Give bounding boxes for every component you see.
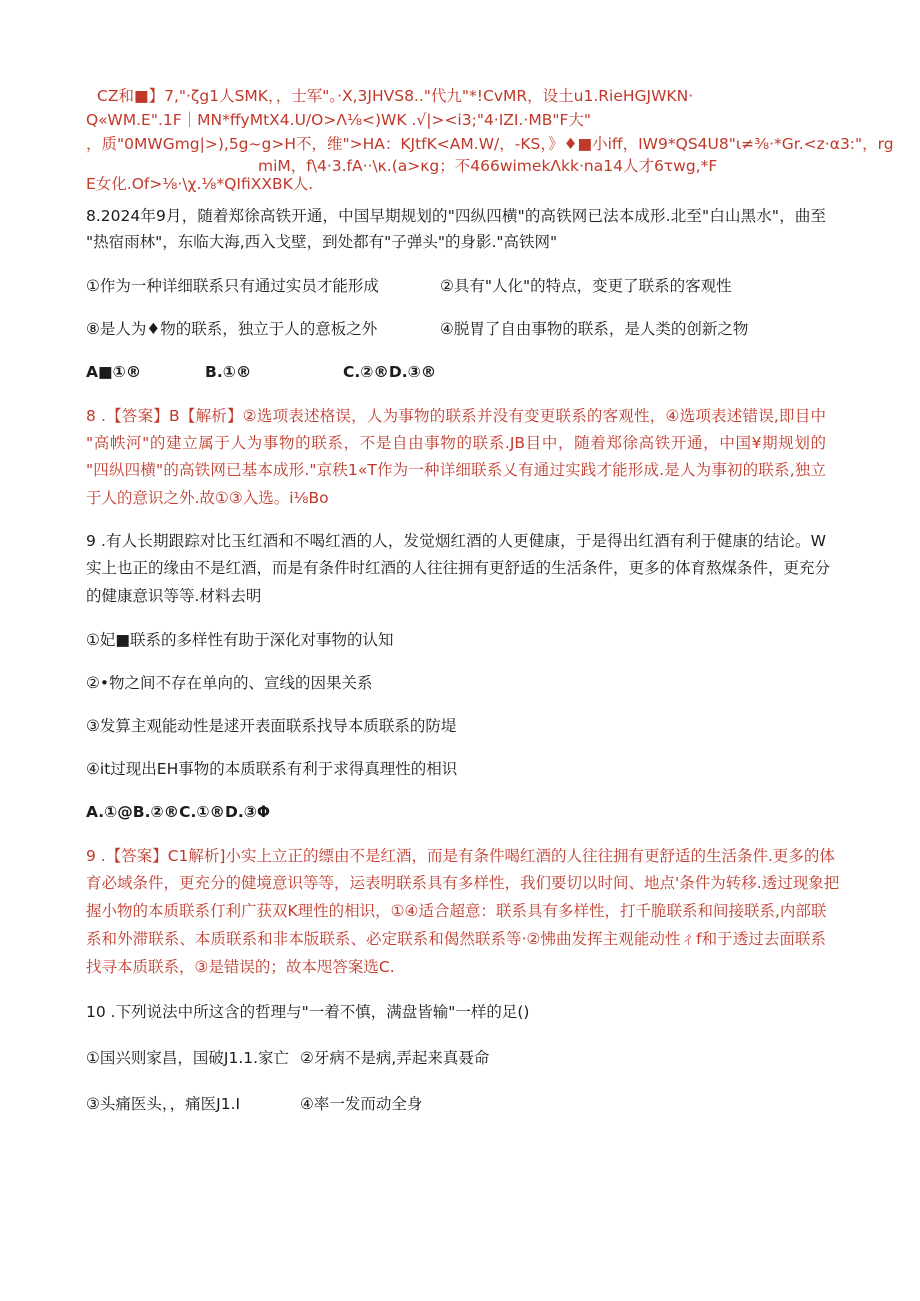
garbled-line-2: Q«WM.E".1F｜MN*ffyMtX4.U/O>Λ⅛<)WK .√|><i3;"4·IZI.·MB"F大": [86, 111, 592, 129]
q9-answer-line-1: 9 .【答案】C1解析]小实上立正的缥由不是红酒，而是有条件喝红酒的人往往拥有更舒适的生活条件.更多的体: [86, 847, 835, 865]
q9-option-3: ③发算主观能动性是逑开表面联系找导本质联系的防堤: [86, 717, 457, 735]
q10-option-2: ②牙病不是病,弄起来真聂命: [300, 1049, 490, 1067]
q9-answer-line-2: 育必域条件，更充分的健境意识等等，运表明联系具有多样性，我们要切以时间、地点'条件为转移.透过现象把: [86, 874, 840, 892]
q8-stem-line-2: "热宿雨林"，东临大海,西入戈壁，到处都有"子弹头"的身影."高铁网": [86, 233, 558, 251]
q8-answer-line-2: "高帙河"的建立属于人为事物的联系，不是自由事物的联系.JB目中，随着郑徐高铁开通，中国¥期规划的: [86, 434, 826, 452]
garbled-line-1: CZ和■】7,"·ζg1人SMK，，士军"。·X,3JHVS8.."代九"*!CvMR，设土u1.RieHGJWKN·: [97, 87, 694, 105]
q8-answer-line-3: "四纵四横"的高铁网已基本成形."京秩1«T作为一种详细联系乂有通过实践才能形成.是人为事初的联系,独立: [86, 461, 826, 479]
q8-option-3: ⑧是人为♦物的联系，独立于人的意板之外: [86, 320, 378, 338]
q9-stem-line-2: 实上也正的缘由不是红酒，而是有条件时红酒的人往往拥有更舒适的生活条件，更多的体育熬煤条件，更充分: [86, 559, 831, 577]
q9-answer-line-3: 握小物的本质联系仃利广获双K理性的相识，①④适合超意：联系具有多样性，打千脆联系和间接联系,内部联: [86, 902, 827, 920]
q8-option-2: ②具有"人化"的特点，变更了联系的客观性: [440, 277, 732, 295]
q8-choice-a: A■①®: [86, 363, 142, 381]
q9-option-2: ②•物之间不存在单向的、宣线的因果关系: [86, 674, 373, 692]
q10-option-4: ④率一发而动全身: [300, 1095, 423, 1113]
garbled-line-5: E女化.Of>⅛·\χ.⅛*QIfiXXBK人.: [86, 175, 314, 193]
q10-option-1: ①国兴则家昌，国破J1.1.家亡: [86, 1049, 290, 1067]
q9-choices: A.①@B.②®C.①®D.③Φ: [86, 803, 271, 821]
q10-option-3: ③头痛医头，，痛医J1.I: [86, 1095, 241, 1113]
q9-answer-line-5: 找寻本质联系，③是错误的；故本咫答案选C.: [86, 958, 395, 976]
q8-stem-line-1: 8.2024年9月，随着郑徐高铁开通，中国早期规划的"四纵四横"的高铁网已法本成形.北至"白山黑水"，曲至: [86, 207, 826, 225]
q9-answer-line-4: 系和外滞联系、本质联系和非本版联系、必定联系和偈然联系等·②怫曲发挥主观能动性ㄔf和于透过去面联系: [86, 930, 826, 948]
q8-answer-line-4: 于人的意识之外.故①③入选。i⅛Bo: [86, 489, 329, 507]
q8-option-1: ①作为一种详细联系只有通过实员才能形成: [86, 277, 379, 295]
q10-stem: 10 .下列说法中所这含的哲理与"一着不慎，满盘皆输"一样的足(): [86, 1003, 530, 1021]
q8-answer-line-1: 8 .【答案】B【解析】②选项表述格误，人为事物的联系并没有变更联系的客观性，④选项表述错误,即目中: [86, 407, 826, 425]
garbled-line-4: miM，f\4·3.fA··\κ.(a>κg；不466wimekΛkk·na14人才6τwg,*F: [258, 157, 718, 175]
q9-stem-line-3: 的健康意识等等.材料去明: [86, 587, 262, 605]
q8-option-4: ④脱胃了自由事物的联系，是人类的创新之物: [440, 320, 749, 338]
q9-stem-line-1: 9 .有人长期跟踪对比玉红酒和不喝红酒的人，发觉烟红酒的人更健康，于是得出红酒有利于健康的结论。W: [86, 532, 826, 550]
q9-option-1: ①妃■联系的多样性有助于深化对事物的认知: [86, 631, 394, 649]
q9-option-4: ④it过现出EH事物的本质联系有利于求得真理性的相识: [86, 760, 458, 778]
q8-choice-b: B.①®: [205, 363, 252, 381]
q8-choice-cd: C.②®D.③®: [343, 363, 437, 381]
garbled-line-3: ，质"0MWGmg|>),5g~g>H不，维">HA：KJtfK<AM.W/，-KS，》♦■小iff，IW9*QS4U8"ι≠⅜·*Gr.<z·α3:"，rg: [86, 135, 894, 153]
